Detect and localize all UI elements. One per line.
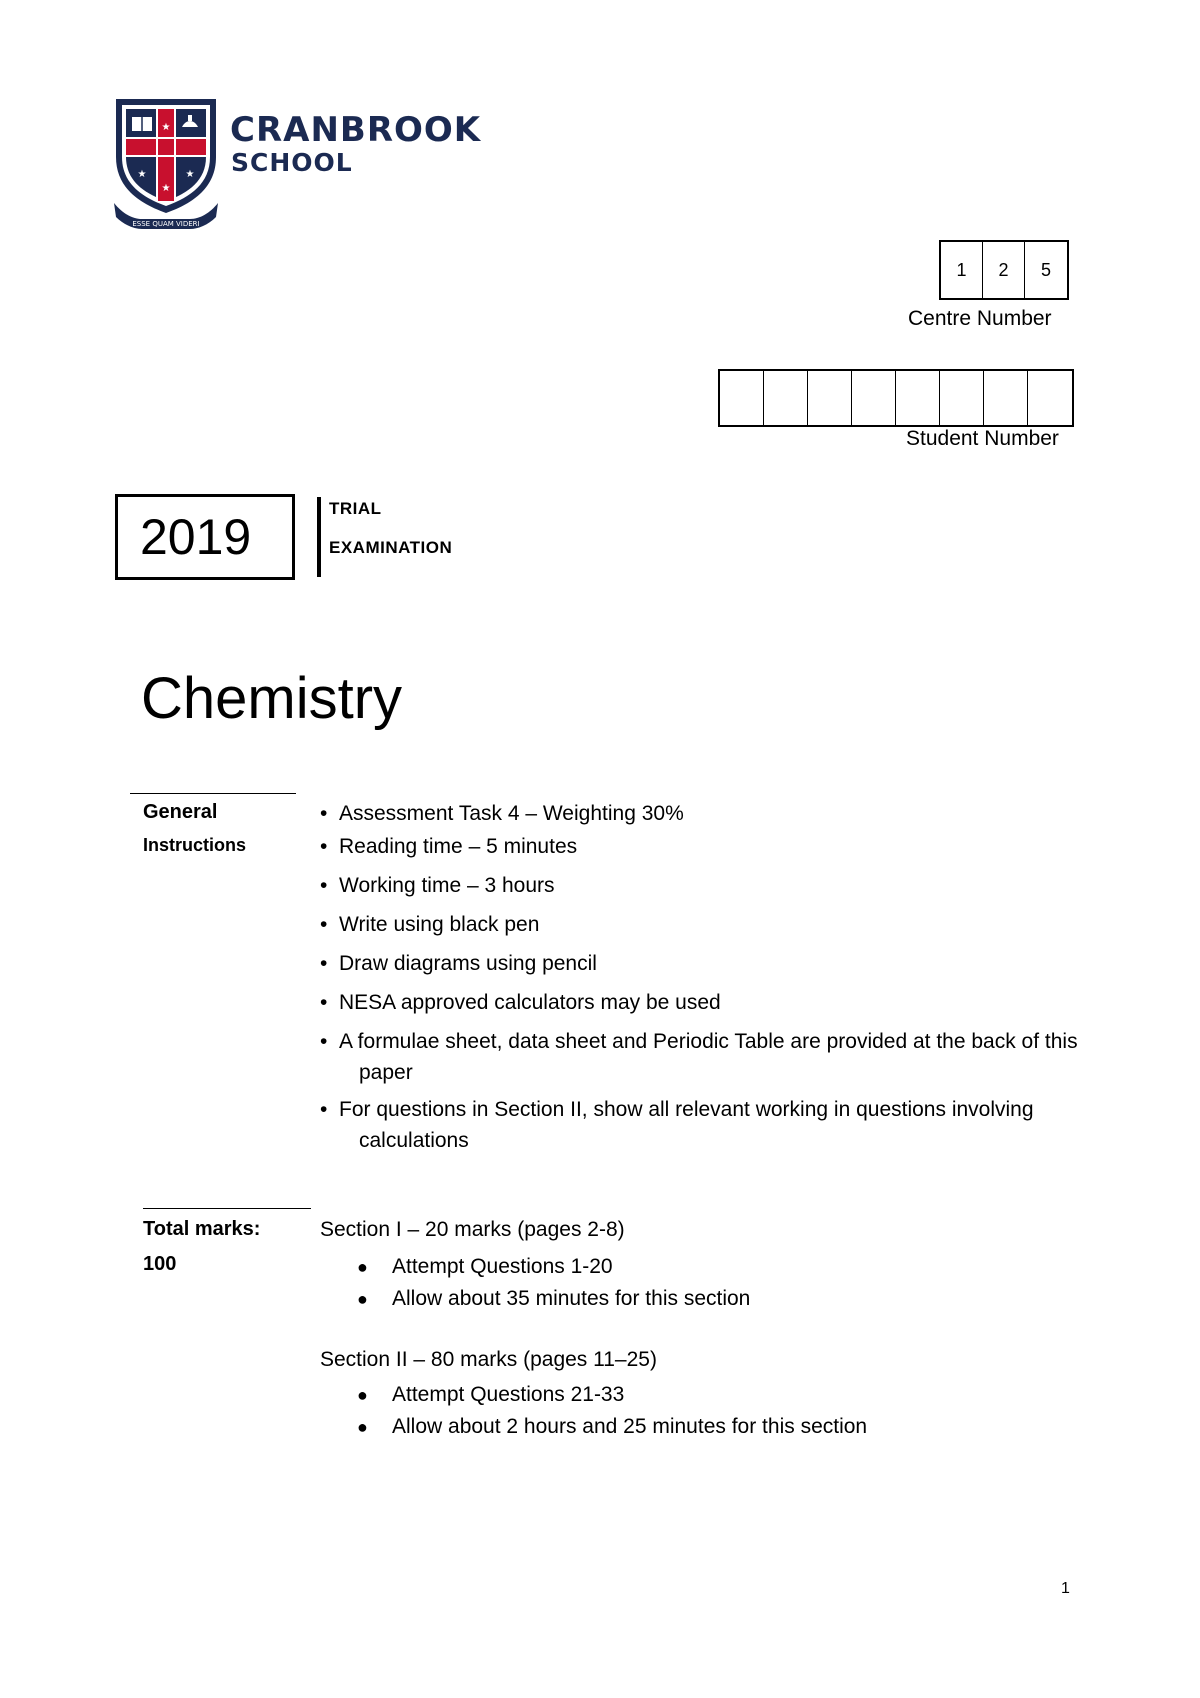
svg-text:★: ★ bbox=[161, 122, 171, 133]
section-2-title: Section II – 80 marks (pages 11–25) bbox=[320, 1348, 657, 1371]
instruction-item: • Draw diagrams using pencil bbox=[320, 952, 597, 975]
general-instructions-label-line2: Instructions bbox=[143, 835, 247, 855]
svg-text:★: ★ bbox=[161, 183, 171, 194]
exam-year: 2019 bbox=[140, 509, 252, 565]
exam-year-box bbox=[115, 494, 295, 580]
crest-motto: ESSE QUAM VIDERI bbox=[132, 220, 200, 228]
centre-number-label: Centre Number bbox=[908, 307, 1052, 330]
instruction-item: • A formulae sheet, data sheet and Periodic Table are provided at the back of this paper bbox=[320, 1030, 1078, 1084]
student-number-boxes[interactable] bbox=[718, 369, 1074, 427]
section-1-title: Section I – 20 marks (pages 2-8) bbox=[320, 1218, 625, 1241]
centre-number-boxes bbox=[939, 240, 1069, 300]
instruction-item: • For questions in Section II, show all relevant working in questions involving calculations bbox=[320, 1098, 1034, 1152]
general-instructions-list bbox=[320, 798, 1080, 1156]
section-2-list bbox=[320, 1379, 867, 1443]
svg-text:★: ★ bbox=[185, 169, 195, 180]
student-number-box[interactable] bbox=[764, 371, 808, 425]
section-item: ● Allow about 2 hours and 25 minutes for this section bbox=[357, 1415, 868, 1438]
student-number-box[interactable] bbox=[720, 371, 764, 425]
student-number-box[interactable] bbox=[1028, 371, 1072, 425]
general-instructions-label-line1: General bbox=[143, 801, 218, 823]
school-name bbox=[230, 111, 481, 177]
student-number-box[interactable] bbox=[984, 371, 1028, 425]
instruction-item: • Write using black pen bbox=[320, 913, 540, 936]
instruction-item: • Working time – 3 hours bbox=[320, 874, 555, 897]
section-item: ● Allow about 35 minutes for this section bbox=[357, 1287, 751, 1310]
total-marks-label: Total marks: bbox=[143, 1218, 261, 1240]
school-crest-logo bbox=[112, 95, 220, 231]
section-item: ● Attempt Questions 21-33 bbox=[357, 1383, 625, 1406]
exam-type-divider bbox=[317, 497, 321, 577]
school-name-line1: CRANBROOK bbox=[230, 110, 482, 150]
student-number-box[interactable] bbox=[808, 371, 852, 425]
section-divider bbox=[143, 1208, 311, 1209]
student-number-label: Student Number bbox=[906, 427, 1059, 450]
student-number-box[interactable] bbox=[896, 371, 940, 425]
svg-text:★: ★ bbox=[137, 169, 147, 180]
total-marks-value: 100 bbox=[143, 1253, 177, 1275]
student-number-box[interactable] bbox=[940, 371, 984, 425]
section-divider bbox=[130, 793, 296, 794]
exam-type-line2: EXAMINATION bbox=[329, 538, 453, 557]
centre-number-digit: 5 bbox=[1040, 259, 1051, 280]
instruction-item: • Assessment Task 4 – Weighting 30% bbox=[320, 802, 684, 825]
section-item: ● Attempt Questions 1-20 bbox=[357, 1255, 613, 1278]
instruction-item: • NESA approved calculators may be used bbox=[320, 991, 721, 1014]
exam-type-line1: TRIAL bbox=[329, 499, 382, 518]
exam-subject-title: Chemistry bbox=[141, 666, 403, 731]
instruction-item: • Reading time – 5 minutes bbox=[320, 835, 578, 858]
section-1-list bbox=[320, 1251, 750, 1315]
centre-number-digit: 2 bbox=[983, 242, 1025, 298]
student-number-box[interactable] bbox=[852, 371, 896, 425]
page-number: 1 bbox=[1061, 1580, 1070, 1597]
school-name-line2: SCHOOL bbox=[231, 148, 353, 177]
centre-number-digit: 1 bbox=[941, 242, 983, 298]
